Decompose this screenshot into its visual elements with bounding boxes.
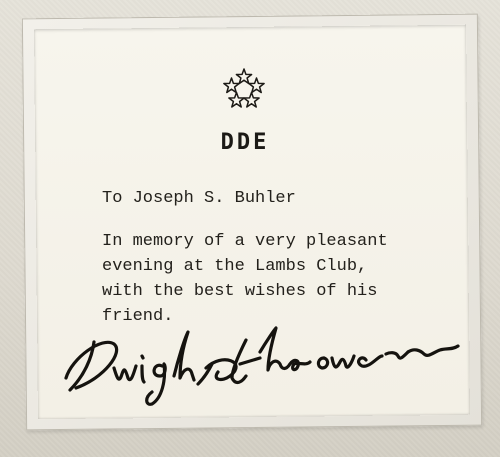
five-star-circle-icon	[223, 67, 265, 109]
salutation: To Joseph S. Buhler	[102, 189, 296, 208]
letterhead-initials: DDE	[220, 130, 270, 155]
message-line: evening at the Lambs Club,	[102, 257, 368, 276]
handwritten-signature	[62, 318, 467, 408]
message-line: In memory of a very pleasant	[102, 232, 388, 251]
message-line: friend.	[102, 307, 174, 326]
message-line: with the best wishes of his	[102, 282, 378, 301]
